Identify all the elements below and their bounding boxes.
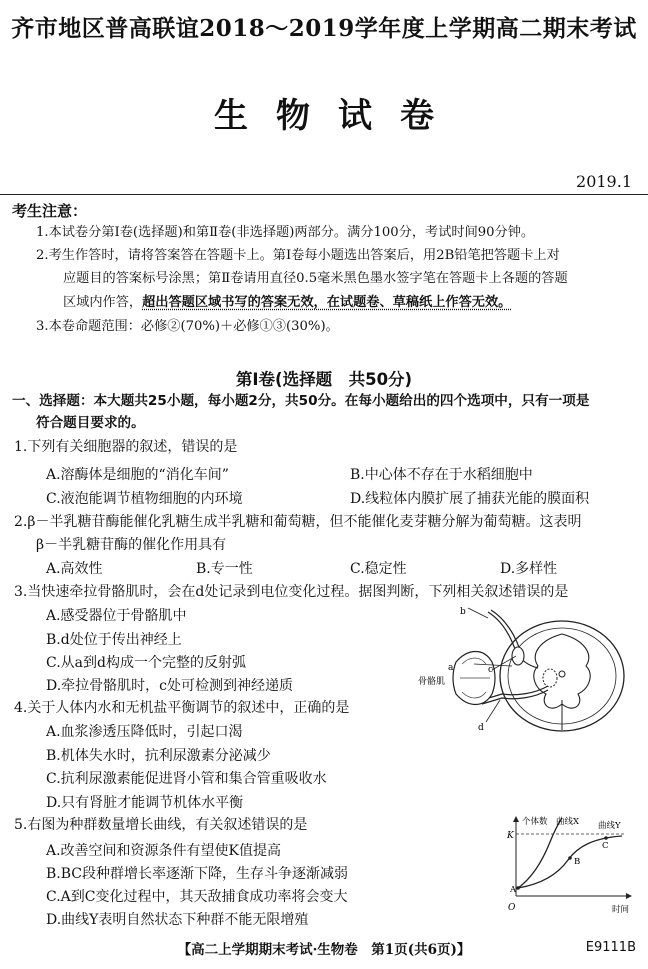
reflex-arc-figure (412, 604, 634, 744)
notice-item-3: 3.本卷命题范围：必修②(70%)＋必修①③(30%)。 (36, 319, 339, 334)
label-k: K (507, 831, 514, 841)
notice-item-2-area: 区域内作答， (63, 295, 143, 310)
page-footer: 【高二上学期期末考试·生物卷 第1页(共6页)】 (177, 942, 471, 958)
question-2-stem: 2.β－半乳糖苷酶能催化乳糖生成半乳糖和葡萄糖，但不能催化麦芽糖分解为葡萄糖。这表明 (14, 514, 582, 530)
question-2-stem-cont: β－半乳糖苷酶的催化作用具有 (36, 537, 227, 553)
question-3-option-b: B.d处位于传出神经上 (46, 632, 182, 648)
label-y-axis: 个体数 (522, 817, 548, 827)
label-c: c (488, 665, 494, 675)
point-b (568, 856, 572, 860)
question-1-option-c: C.液泡能调节植物细胞的内环境 (46, 491, 243, 507)
point-c (604, 836, 608, 840)
question-4-stem: 4.关于人体内水和无机盐平衡调节的叙述中，正确的是 (14, 700, 350, 716)
label-a: a (448, 663, 454, 673)
question-3-option-c: C.从a到d构成一个完整的反射弧 (46, 655, 246, 671)
question-2-option-d: D.多样性 (500, 561, 558, 577)
curve-x (518, 818, 562, 888)
header-divider (0, 194, 648, 195)
question-2-option-c: C.稳定性 (350, 561, 407, 577)
label-origin: O (508, 903, 516, 913)
subject-title: 生物试卷 (214, 96, 462, 136)
point-a (516, 886, 520, 890)
label-muscle: 骨骼肌 (418, 677, 446, 687)
notice-warning: 超出答题区域书写的答案无效，在试题卷、草稿纸上作答无效。 (142, 295, 512, 310)
notice-item-2-cont: 应题目的答案标号涂黑；第Ⅱ卷请用直径0.5毫米黑色墨水签字笔在答题卡上各题的答题 (63, 271, 568, 286)
population-growth-figure (502, 812, 642, 920)
label-point-b: B (574, 857, 581, 867)
notice-item-2-cont2 (63, 292, 643, 314)
x-axis-arrow (626, 893, 632, 899)
notice-item-2: 2.考生作答时，请将答案答在答题卡上。第Ⅰ卷每小题选出答案后，用2B铅笔把答题卡上对 (36, 248, 560, 263)
question-3-stem: 3.当快速牵拉骨骼肌时，会在d处记录到电位变化过程。据图判断，下列相关叙述错误的是 (14, 584, 569, 600)
question-1-stem: 1.下列有关细胞器的叙述，错误的是 (14, 439, 238, 455)
question-4-option-a: A.血浆渗透压降低时，引起口渴 (46, 724, 243, 740)
question-3-option-d: D.牵拉骨骼肌时，c处可检测到神经递质 (46, 678, 294, 694)
section-instruction: 一、选择题：本大题共25小题，每小题2分，共50分。在每小题给出的四个选项中，只有一项是 (12, 393, 590, 409)
question-4-option-d: D.只有肾脏才能调节机体水平衡 (46, 795, 244, 811)
question-4-option-c: C.抗利尿激素能促进肾小管和集合管重吸收水 (46, 771, 327, 787)
label-b: b (460, 607, 466, 617)
question-5-option-d: D.曲线Y表明自然状态下种群不能无限增殖 (46, 912, 309, 928)
question-5-option-a: A.改善空间和资源条件有望使K值提高 (46, 843, 282, 859)
question-2-option-b: B.专一性 (196, 561, 253, 577)
question-1-option-a: A.溶酶体是细胞的“消化车间” (46, 467, 229, 483)
question-5-option-b: B.BC段种群增长率逐渐下降，生存斗争逐渐减弱 (46, 866, 348, 882)
exam-date: 2019.1 (576, 172, 632, 191)
label-curve-x: 曲线X (556, 817, 580, 827)
label-point-c: C (602, 841, 609, 851)
paper-code: E9111B (585, 940, 636, 955)
question-1-option-d: D.线粒体内膜扩展了捕获光能的膜面积 (350, 491, 590, 507)
label-curve-y: 曲线Y (598, 821, 621, 831)
label-point-a: A (510, 885, 517, 895)
y-axis-arrow (513, 816, 519, 822)
label-x-axis: 时间 (612, 905, 630, 915)
question-5-stem: 5.右图为种群数量增长曲线，有关叙述错误的是 (14, 817, 308, 833)
notice-title: 考生注意： (12, 202, 88, 220)
exam-title: 齐市地区普高联谊2018～2019学年度上学期高二期末考试 (11, 15, 637, 42)
section-instruction-cont: 符合题目要求的。 (36, 415, 145, 431)
question-3-option-a: A.感受器位于骨骼肌中 (46, 608, 187, 624)
notice-item-1: 1.本试卷分第Ⅰ卷(选择题)和第Ⅱ卷(非选择题)两部分。满分100分，考试时间90分钟。 (36, 225, 535, 240)
question-5-option-c: C.A到C变化过程中，其天敌捕食成功率将会变大 (46, 889, 348, 905)
question-2-option-a: A.高效性 (46, 561, 103, 577)
label-d: d (478, 723, 484, 733)
section-title: 第Ⅰ卷(选择题 共50分) (235, 370, 413, 389)
question-4-option-b: B.机体失水时，抗利尿激素分泌减少 (46, 748, 271, 764)
question-1-option-b: B.中心体不存在于水稻细胞中 (350, 467, 533, 483)
